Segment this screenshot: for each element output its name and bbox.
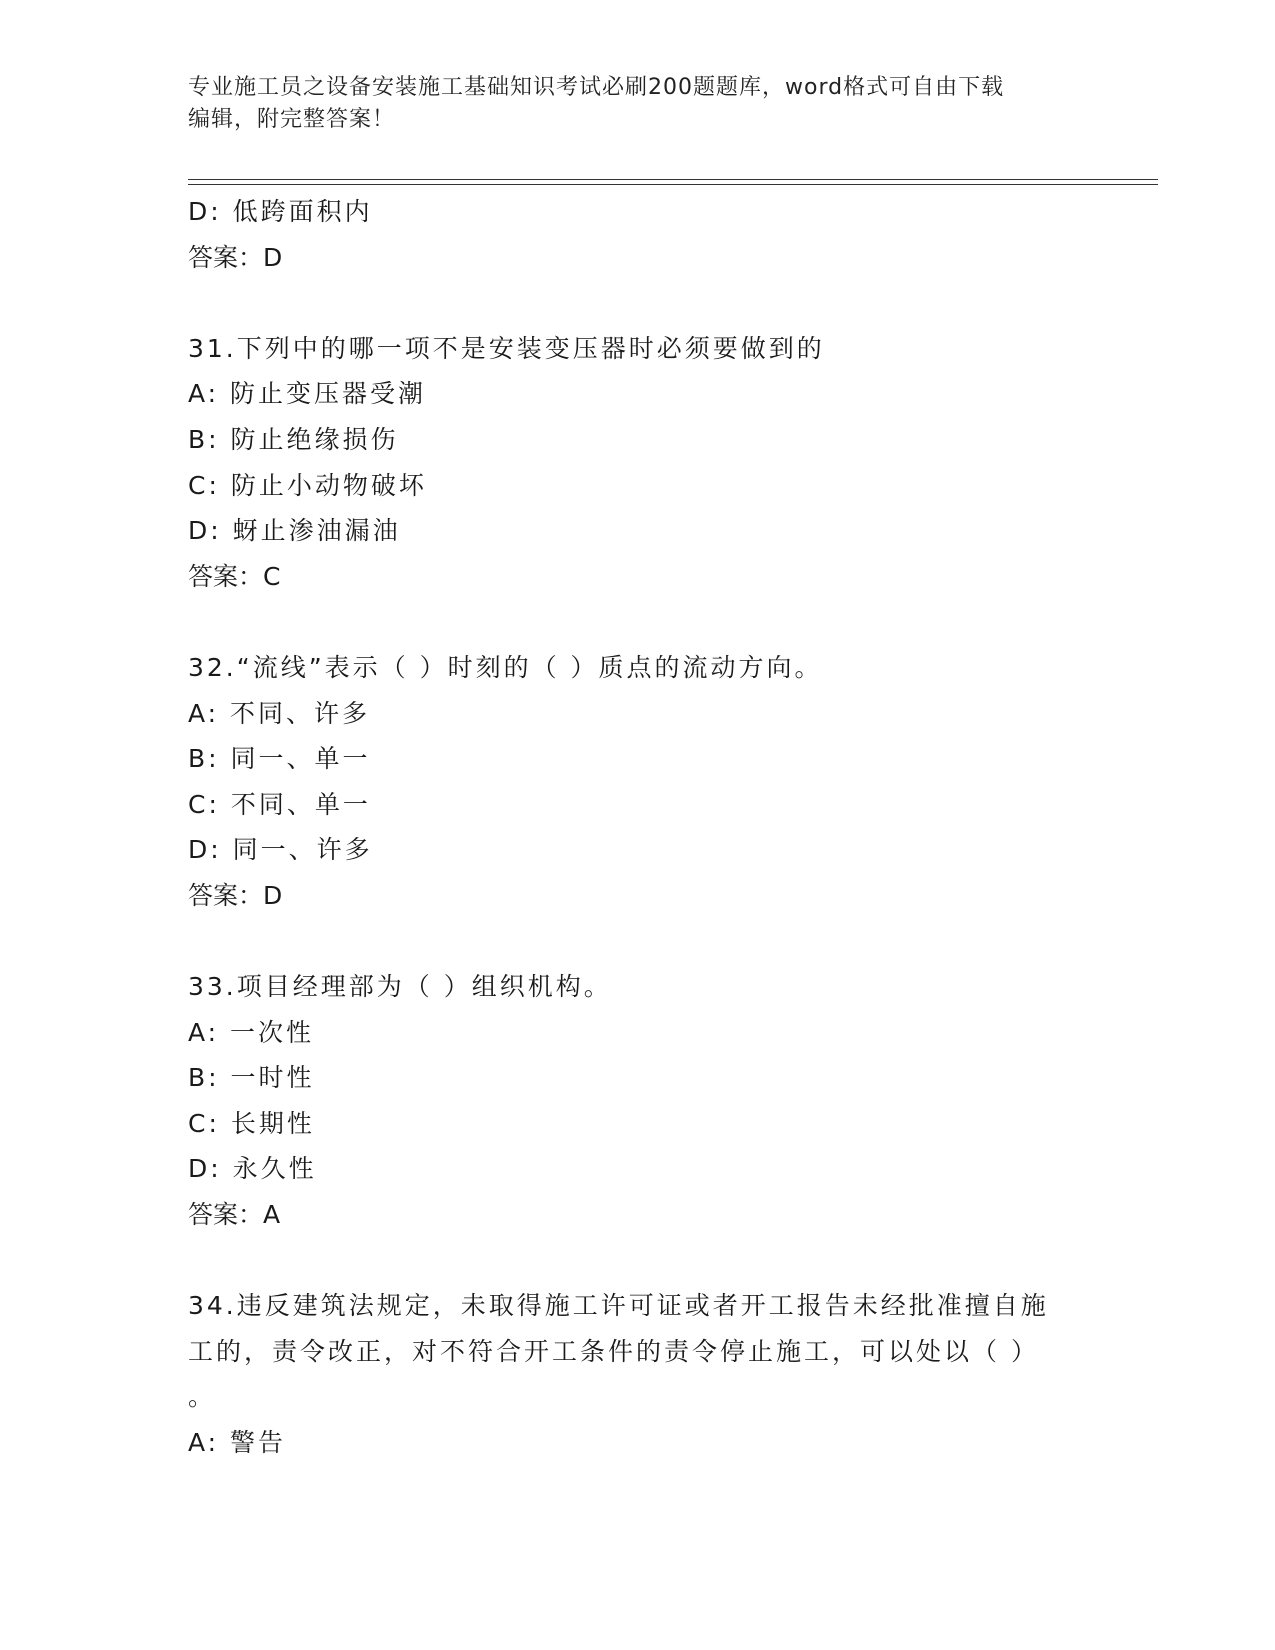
spacer — [188, 919, 1088, 965]
option-c: C: 长期性 — [188, 1108, 315, 1138]
question-stem-line-3: 。 — [188, 1382, 217, 1412]
question-34 — [188, 1283, 1088, 1465]
option-a: A: 一次性 — [188, 1017, 315, 1047]
option-a: A: 不同、许多 — [188, 698, 371, 728]
header-divider-top — [188, 179, 1158, 180]
question-stem: 31.下列中的哪一项不是安装变压器时必须要做到的 — [188, 333, 825, 363]
answer-line: 答案：D — [188, 242, 283, 272]
question-stem: 33.项目经理部为（ ）组织机构。 — [188, 972, 612, 1002]
option-c: C: 不同、单一 — [188, 789, 371, 819]
option-a: A: 防止变压器受潮 — [188, 379, 427, 409]
spacer — [188, 599, 1088, 645]
spacer — [188, 280, 1088, 326]
answer-line: 答案：A — [188, 1200, 281, 1230]
option-d: D: 低跨面积内 — [188, 197, 373, 226]
option-c: C: 防止小动物破坏 — [188, 470, 427, 500]
option-b: B: 一时性 — [188, 1063, 315, 1093]
option-d: D: 同一、许多 — [188, 835, 373, 865]
question-list — [188, 189, 1088, 1466]
header-line-2: 编辑，附完整答案！ — [188, 107, 396, 132]
option-b: B: 同一、单一 — [188, 744, 371, 774]
spacer — [188, 1238, 1088, 1284]
question-32 — [188, 645, 1088, 919]
document-header — [188, 72, 1068, 136]
header-line-1: 专业施工员之设备安装施工基础知识考试必刷200题题库，word格式可自由下载 — [188, 75, 1005, 100]
question-stem-line-2: 工的，责令改正，对不符合开工条件的责令停止施工，可以处以（ ） — [188, 1336, 1039, 1366]
question-stem: 32.“流线”表示（ ）时刻的（ ）质点的流动方向。 — [188, 652, 823, 682]
question-31 — [188, 326, 1088, 600]
option-d: D: 永久性 — [188, 1154, 317, 1184]
header-divider-bottom — [188, 184, 1158, 185]
question-stem-line-1: 34.违反建筑法规定，未取得施工许可证或者开工报告未经批准擅自施 — [188, 1291, 1049, 1321]
option-a: A: 警告 — [188, 1428, 287, 1458]
answer-line: 答案：C — [188, 561, 281, 591]
answer-line: 答案：D — [188, 880, 283, 910]
option-b: B: 防止绝缘损伤 — [188, 424, 399, 454]
option-d: D: 蚜止渗油漏油 — [188, 516, 401, 546]
question-33 — [188, 964, 1088, 1238]
